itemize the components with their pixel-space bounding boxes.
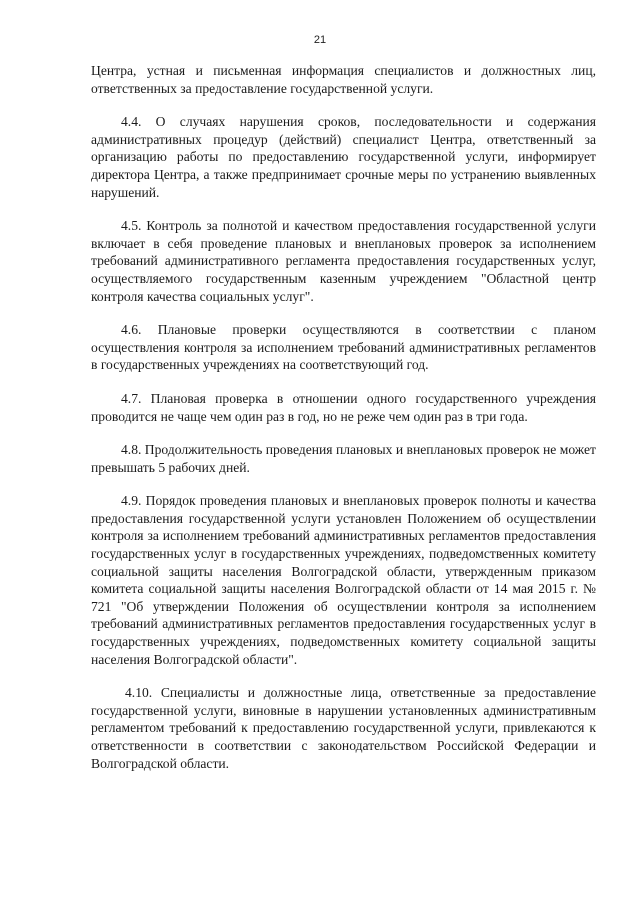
paragraph-4-4: 4.4. О случаях нарушения сроков, последовательности и содержания административных процедур (действий) специалист Центра, ответственный за организацию работы по предоставлению государственной услуги, информирует директора Центра, а также предпринимает срочные меры по устранению выявленных нарушений.	[91, 114, 596, 200]
document-body	[91, 62, 596, 788]
paragraph-4-7: 4.7. Плановая проверка в отношении одного государственного учреждения проводится не чаще чем один раз в год, но не реже чем один раз в три года.	[91, 390, 596, 424]
paragraph-4-10: 4.10. Специалисты и должностные лица, ответственные за предоставление государственной услуги, виновные в нарушении установленных административным регламентом требований к предоставлению государственной услуги, привлекаются к ответственности в соответствии с законодательством Российской Федерации и Волгоградской области.	[91, 685, 596, 771]
paragraph-continuation: Центра, устная и письменная информация специалистов и должностных лиц, ответственных за предоставление государственной услуги.	[91, 63, 596, 96]
paragraph-4-8: 4.8. Продолжительность проведения плановых и внеплановых проверок не может превышать 5 рабочих дней.	[91, 442, 596, 475]
page-number: 21	[313, 34, 327, 46]
paragraph-4-6: 4.6. Плановые проверки осуществляются в соответствии с планом осуществления контроля за исполнением требований административных регламентов в государственных учреждениях на соответствующий год.	[91, 322, 596, 373]
paragraph-4-5: 4.5. Контроль за полнотой и качеством предоставления государственной услуги включает в себя проведение плановых и внеплановых проверок за исполнением требований административного регламента предоставления государственных услуг, осуществляемого государственным казенным учреждением "Областной центр контроля качества социальных услуг".	[91, 218, 596, 304]
paragraph-4-9: 4.9. Порядок проведения плановых и внеплановых проверок полноты и качества предоставления государственной услуги установлен Положением об осуществлении контроля за исполнением требований административных регламентов предоставления государственных услуг в государственных учреждениях, подведомственных комитету социальной защиты населения Волгоградской области, утвержденным приказом комитета социальной защиты населения Волгоградской области от 14 мая 2015 г. № 721 "Об утверждении Положения об осуществлении контроля за исполнением требований административных регламентов предоставления государственных услуг в государственных учреждениях, подведомственных комитету социальной защиты населения Волгоградской области".	[91, 493, 596, 667]
